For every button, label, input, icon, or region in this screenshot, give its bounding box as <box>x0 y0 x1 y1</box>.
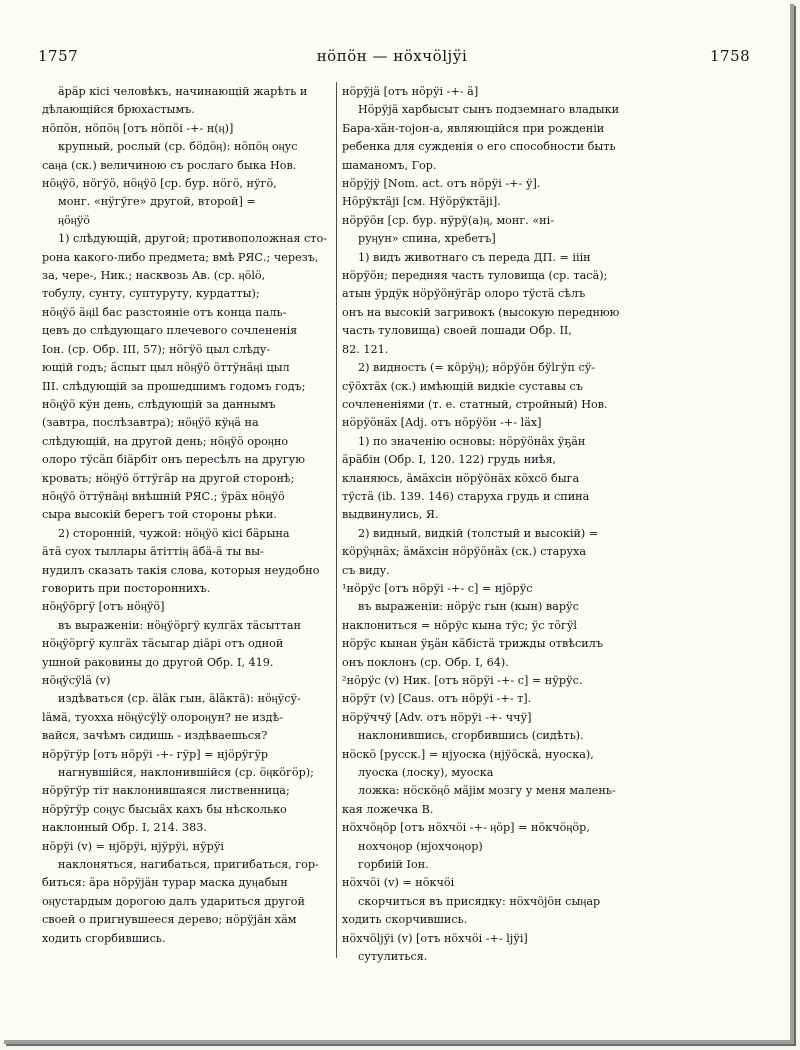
text-line: горбиій Іон. <box>358 858 429 872</box>
text-line: ложка: нӧскӧӊӧ мӓјім мозгу у меня малень- <box>358 784 616 798</box>
text-line: монг. «нӱгӱге» другой, второй] = <box>58 195 256 209</box>
text-line: нӧӊӱӧргӱ [отъ нӧӊӱӧ] <box>42 600 165 614</box>
text-line: 1) слѣдующій, другой; противоположная сто- <box>58 232 327 246</box>
page-number-left: 1757 <box>38 47 79 65</box>
text-line: биться: ӓра нӧрӱјӓн турар маска дуӊабын <box>42 876 288 890</box>
text-line: 2) видный, видкій (толстый и высокій) = <box>358 526 599 540</box>
text-line: нудилъ сказать такія слова, которыя неудобно <box>42 563 320 577</box>
text-line: 1) по значенію основы: нӧрӱӧнӓх ӱҕӓн <box>358 434 586 448</box>
text-line: сӱӧхтӓх (ск.) имѣющій видкіе суставы съ <box>342 379 583 393</box>
column-divider <box>336 82 337 958</box>
text-line: своей о пригнувшееся дерево; нӧрӱјӓн хӓм <box>42 913 297 927</box>
text-line: оӊустардым дорогою далъ удариться другой <box>42 894 305 908</box>
text-line: ӊӧӊӱӧ <box>58 213 91 227</box>
text-line: издѣваться (ср. ӓlӓк гын, ӓlӓктӓ): нӧӊӱсӱ- <box>58 692 301 706</box>
text-line: Іон. (ср. Обр. III, 57); нӧгӱӧ цыл слѣду- <box>42 342 271 356</box>
text-line: онъ на высокій загривокъ (высокую переднюю <box>342 305 620 319</box>
text-line: нӧрӱјӱ [Nom. act. отъ нӧрӱі -+- ӱ]. <box>342 177 541 191</box>
text-line: нӧӊӱсӱlӓ (v) <box>42 674 111 687</box>
text-line: часть туловища) своей лошади Обр. II, <box>342 324 572 338</box>
page-number-right: 1758 <box>710 47 751 65</box>
text-line: сочлененіями (т. е. статный, стройный) Нов. <box>342 397 608 411</box>
running-title: нӧпӧн — нӧхчӧlјӱі <box>316 47 468 65</box>
text-line: слѣдующій, на другой день; нӧӊӱӧ ороӊно <box>42 434 289 448</box>
text-line: 2) видность (= кӧрӱӊ); нӧрӱӧн бӱlгӱп сӱ- <box>358 361 596 375</box>
text-line: 1) видъ животнаго съ переда ДП. = ііін <box>358 250 591 264</box>
text-line: нӧӊӱӧ ӓӊіl бас разстояніе отъ конца паль- <box>42 305 287 319</box>
text-line: сыра высокій берегъ той стороны рѣки. <box>42 508 277 522</box>
text-line: шаманомъ, Гор. <box>342 158 437 172</box>
text-line: въ выраженіи: нӧӊӱӧргӱ кулгӓх тӓсыттан <box>58 618 302 632</box>
text-line: ²нӧрӱс (v) Ник. [отъ нӧрӱі -+- с] = нӱрӱс. <box>342 674 583 687</box>
text-line: говорить при постороннихъ. <box>42 581 211 595</box>
text-line: за, чере-, Ник.; насквозь Ав. (ср. ӊӧlӧ, <box>42 269 266 283</box>
text-line: нӧрӱччӱ [Adv. отъ нӧрӱі -+- ччӱ] <box>342 710 532 724</box>
text-line: (завтра, послѣзавтра); нӧӊӱӧ кӱӊӓ на <box>42 416 259 430</box>
text-line: руӊун» спина, хребетъ] <box>358 232 496 246</box>
text-line: наклоняться, нагибаться, пригибаться, гор- <box>58 858 319 872</box>
text-line: нӧскӧ [русск.] = нјуоска (нјӱӧскӓ, нуоска), <box>342 747 594 761</box>
text-line: вайся, зачѣмъ сидишь - издѣваешься? <box>42 729 268 743</box>
text-line: тӱстӓ (ib. 139. 146) старуха грудь и спина <box>342 489 590 503</box>
text-line: кӧрӱӊнӓх; ӓмӓхсін нӧрӱӧнӓх (ск.) старуха <box>342 545 587 559</box>
text-line: ходить скорчившись. <box>342 913 468 927</box>
text-line: наклонный Обр. I, 214. 383. <box>42 821 207 835</box>
text-line: нӧхчӧӊӧр [отъ нӧхчӧі -+- ӊӧр] = нӧкчӧӊӧр, <box>342 821 590 835</box>
text-line: 2) сторонній, чужой: нӧӊӱӧ кісі бӓрына <box>58 526 290 540</box>
text-line: луоска (лоску), муоска <box>358 766 494 780</box>
text-line: нохчоӊор (нјохчоӊор) <box>358 839 483 853</box>
text-line: кая ложечка В. <box>342 802 434 816</box>
text-line: 82. 121. <box>342 342 389 356</box>
text-line: lӓмӓ, туохха нӧӊӱсӱlӱ олороӊун? не издѣ- <box>42 710 284 724</box>
text-line: ӓтӓ суох тыллары ӓтіттіӊ ӓбӓ-ӓ ты вы- <box>42 545 264 559</box>
text-line: нӧӊӱӧ ӧттӱнӓӊі внѣшній РЯС.; ӱрӓх нӧӊӱӧ <box>42 489 285 503</box>
text-line: ¹нӧрӱс [отъ нӧрӱі -+- с] = нјӧрӱс <box>342 581 533 595</box>
text-line: нӧпӧн, нӧпӧӊ [отъ нӧпӧі -+- н(ӊ)] <box>42 121 234 135</box>
right-column <box>342 83 632 967</box>
text-line: нӧӊӱӧ, нӧгӱӧ, нӧӊӱӧ [ср. бур. нӧгӧ, нӱгӧ, <box>42 177 277 191</box>
text-line: Нӧрӱктӓјі [см. Нӱӧрӱктӓјі]. <box>342 195 501 209</box>
text-line: нӧӊӱӧ кӱн день, слѣдующій за даннымъ <box>42 397 276 411</box>
text-line: нӧрӱі (v) = нјӧрӱі, нјӱрӱі, нӱрӱі <box>42 839 225 853</box>
text-line: дѣлающійся брюхастымъ. <box>42 103 195 117</box>
text-line: нӧрӱӧн [ср. бур. нӱрӱ(а)ӊ, монг. «ні- <box>342 213 554 227</box>
text-line: нӧрӱӧн; передняя часть туловища (ср. тасӓ); <box>342 269 608 283</box>
text-line: нӧхчӧlјӱі (v) [отъ нӧхчӧі -+- lјӱі] <box>342 931 528 945</box>
text-line: Нӧрӱјӓ харбысыт сынъ подземнаго владыки <box>358 103 620 117</box>
text-line: нӧхчӧі (v) = нӧкчӧі <box>342 876 455 890</box>
text-line: ӓрӓбін (Обр. I, 120. 122) грудь ниѣя, <box>342 453 557 467</box>
text-line: рона какого-либо предмета; вмѣ РЯС.; черезъ, <box>42 250 319 264</box>
text-line: олоро тӱсӓп біӓрбіт онъ пересѣлъ на другую <box>42 453 305 467</box>
text-line: наклониться = нӧрӱс кына тӱс; ӱс тӧгӱl <box>342 618 578 632</box>
text-line: нӧрӱгӱр тіт наклонившаяся лиственница; <box>42 784 290 798</box>
text-line: въ выраженіи: нӧрӱс гын (кын) варӱс <box>358 600 579 614</box>
text-line: нӧрӱгӱр соӊус бысыӓх кахъ бы нѣсколько <box>42 802 287 816</box>
text-line: III. слѣдующій за прошедшимъ годомъ годъ; <box>42 379 306 393</box>
text-line: нӧрӱгӱр [отъ нӧрӱі -+- гӱр] = нјӧрӱгӱр <box>42 747 269 761</box>
text-line: ушной раковины до другой Обр. I, 419. <box>42 655 274 669</box>
text-line: ходить сгорбившись. <box>42 931 166 945</box>
text-line: ребенка для сужденія о его способности быть <box>342 140 616 154</box>
text-line: онъ поклонъ (ср. Обр. I, 64). <box>342 655 509 669</box>
text-line: нӧрӱјӓ [отъ нӧрӱі -+- ӓ] <box>342 85 479 98</box>
text-line: нӧрӱт (v) [Caus. отъ нӧрӱі -+- т]. <box>342 692 532 706</box>
text-line: нагнувшійся, наклонившійся (ср. ӧӊкӧгӧр); <box>58 766 314 780</box>
text-line: крупный, рослый (ср. бӧдӧӊ): нӧпӧӊ оӊус <box>58 140 298 154</box>
left-column <box>42 83 332 948</box>
text-line: Бара-хӓн-тојон-а, являющійся при рожденіи <box>342 121 605 135</box>
text-line: тобулу, сунту, суптуруту, курдатты); <box>42 287 260 301</box>
text-line: нӧӊӱӧргӱ кулгӓх тӓсыгар діӓрі отъ одной <box>42 637 284 651</box>
text-line: саӊа (ск.) величиною съ рослаго быка Нов. <box>42 158 297 172</box>
text-line: кровать; нӧӊӱӧ ӧттӱгӓр на другой сторонѣ; <box>42 471 295 485</box>
text-line: цевъ до слѣдующаго плечевого сочлененія <box>42 324 298 338</box>
text-line: ющій годъ; ӓспыт цыл нӧӊӱӧ ӧттӱнӓӊі цыл <box>42 361 290 375</box>
text-line: кланяюсь, ӓмӓхсін нӧрӱӧнӓх кӧхсӧ быга <box>342 471 580 485</box>
text-line: нӧрӱс кынан ӱҕӓн кӓбістӓ трижды отвѣсилъ <box>342 637 603 651</box>
text-line: съ виду. <box>342 563 390 577</box>
text-line: нӧрӱӧнӓх [Adj. отъ нӧрӱӧн -+- lӓх] <box>342 416 542 430</box>
text-line: сутулиться. <box>358 950 428 964</box>
text-line: наклонившись, сгорбившись (сидѣть). <box>358 729 584 743</box>
text-line: выдвинулись, Я. <box>342 508 439 522</box>
text-line: скорчиться въ присядку: нӧхчӧјӧн сыӊар <box>358 894 601 908</box>
text-line: ӓрӓр кісі человѣкъ, начинающій жарѣть и <box>58 85 308 98</box>
text-line: атын ӱрдӱк нӧрӱӧнӱгӓр олоро тӱстӓ сѣлъ <box>342 287 586 301</box>
